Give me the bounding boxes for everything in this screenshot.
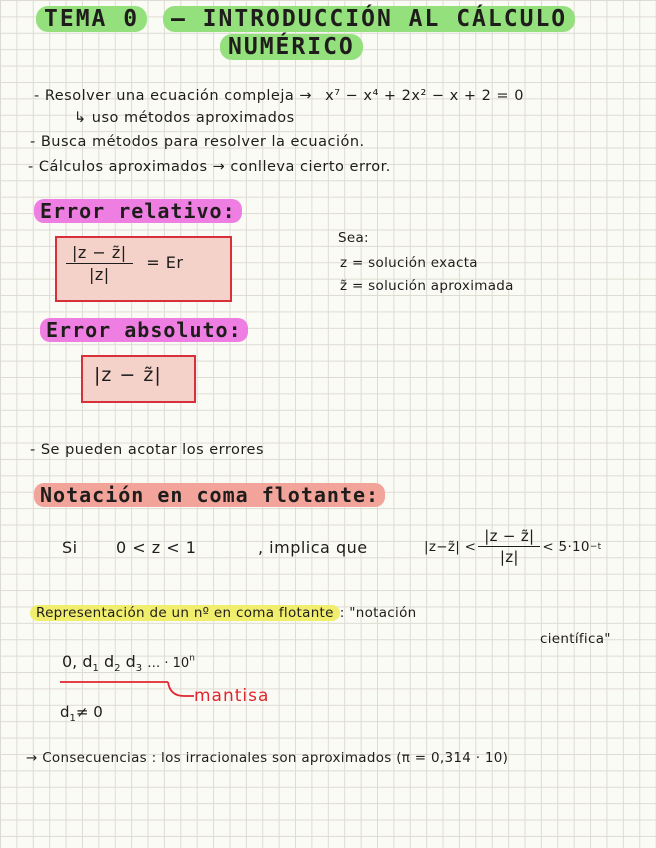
d1-condition xyxy=(60,703,103,724)
floating-point-heading-text: Notación en coma flotante: xyxy=(34,483,385,507)
intro-bullet-3: - Cálculos aproximados → conlleva cierto error. xyxy=(28,159,391,175)
title-numerico: NUMÉRICO xyxy=(220,34,363,60)
definition-exact: z = solución exacta xyxy=(340,255,478,271)
floating-point-heading xyxy=(34,483,385,507)
inequality-numerator: |z − z̃| xyxy=(478,527,540,547)
mantissa-arrow xyxy=(168,682,194,696)
sub-1: 1 xyxy=(92,663,99,675)
consequences-note: → Consecuencias : los irracionales son aproximados (π = 0,314 · 10) xyxy=(26,750,509,766)
condition-d: d xyxy=(60,703,70,721)
condition-rest: ≠ 0 xyxy=(75,703,103,721)
inequality-lhs: |z−z̃| < xyxy=(424,538,477,555)
sub-2: 2 xyxy=(114,663,121,675)
relative-error-denominator: |z| xyxy=(88,265,110,284)
representation-heading-text: Representación de un nº en coma flotante xyxy=(30,605,340,621)
inequality-rhs: < 5·10 xyxy=(542,538,590,555)
floating-representation-formula xyxy=(62,652,195,674)
intro-bullet-1 xyxy=(34,88,524,104)
relative-error-heading xyxy=(34,199,242,223)
absolute-error-formula: |z − z̃| xyxy=(94,364,162,386)
relative-error-numerator: |z − z̃| xyxy=(66,243,133,264)
bound-errors-note: - Se pueden acotar los errores xyxy=(30,442,265,458)
floating-point-condition: 0 < z < 1 xyxy=(116,538,197,557)
floating-point-inequality xyxy=(424,527,602,566)
representation-heading xyxy=(30,605,417,621)
inequality-exponent: −t xyxy=(589,541,602,552)
intro-bullet-2: - Busca métodos para resolver la ecuación. xyxy=(30,134,365,150)
formula-d1: 0, d xyxy=(62,652,93,671)
formula-power: … · 10 xyxy=(147,656,190,671)
relative-error-heading-text: Error relativo: xyxy=(34,199,242,223)
floating-point-si: Si xyxy=(62,538,78,557)
bullet-1-text: - Resolver una ecuación compleja → xyxy=(34,88,313,104)
scientific-notation-note-1: : "notación xyxy=(339,605,417,621)
scientific-notation-note-2: científica" xyxy=(540,631,611,647)
mantissa-label: mantisa xyxy=(194,686,270,706)
polynomial-equation: x⁷ − x⁴ + 2x² − x + 2 = 0 xyxy=(325,88,524,104)
page-title xyxy=(36,6,575,32)
relative-error-equals: = Er xyxy=(146,253,184,272)
absolute-error-heading xyxy=(40,318,248,342)
formula-exponent: n xyxy=(189,653,195,664)
relative-error-formula xyxy=(66,243,183,284)
intro-bullet-1-sub: ↳ uso métodos aproximados xyxy=(74,110,295,126)
title-topic: TEMA 0 xyxy=(36,6,147,32)
relative-error-fraction xyxy=(66,243,133,284)
definitions-sea: Sea: xyxy=(338,230,369,246)
definition-approx: z̃ = solución aproximada xyxy=(340,278,514,294)
absolute-error-heading-text: Error absoluto: xyxy=(40,318,248,342)
page-title-line2 xyxy=(220,34,363,60)
formula-d2: d xyxy=(103,652,115,671)
formula-d3: d xyxy=(125,652,136,671)
sub-3: 3 xyxy=(135,663,143,675)
inequality-denominator: |z| xyxy=(499,548,519,566)
inequality-fraction xyxy=(478,527,540,566)
condition-sub: 1 xyxy=(69,713,76,724)
title-main: – INTRODUCCIÓN AL CÁLCULO xyxy=(163,6,575,32)
floating-point-implies: , implica que xyxy=(258,538,368,557)
